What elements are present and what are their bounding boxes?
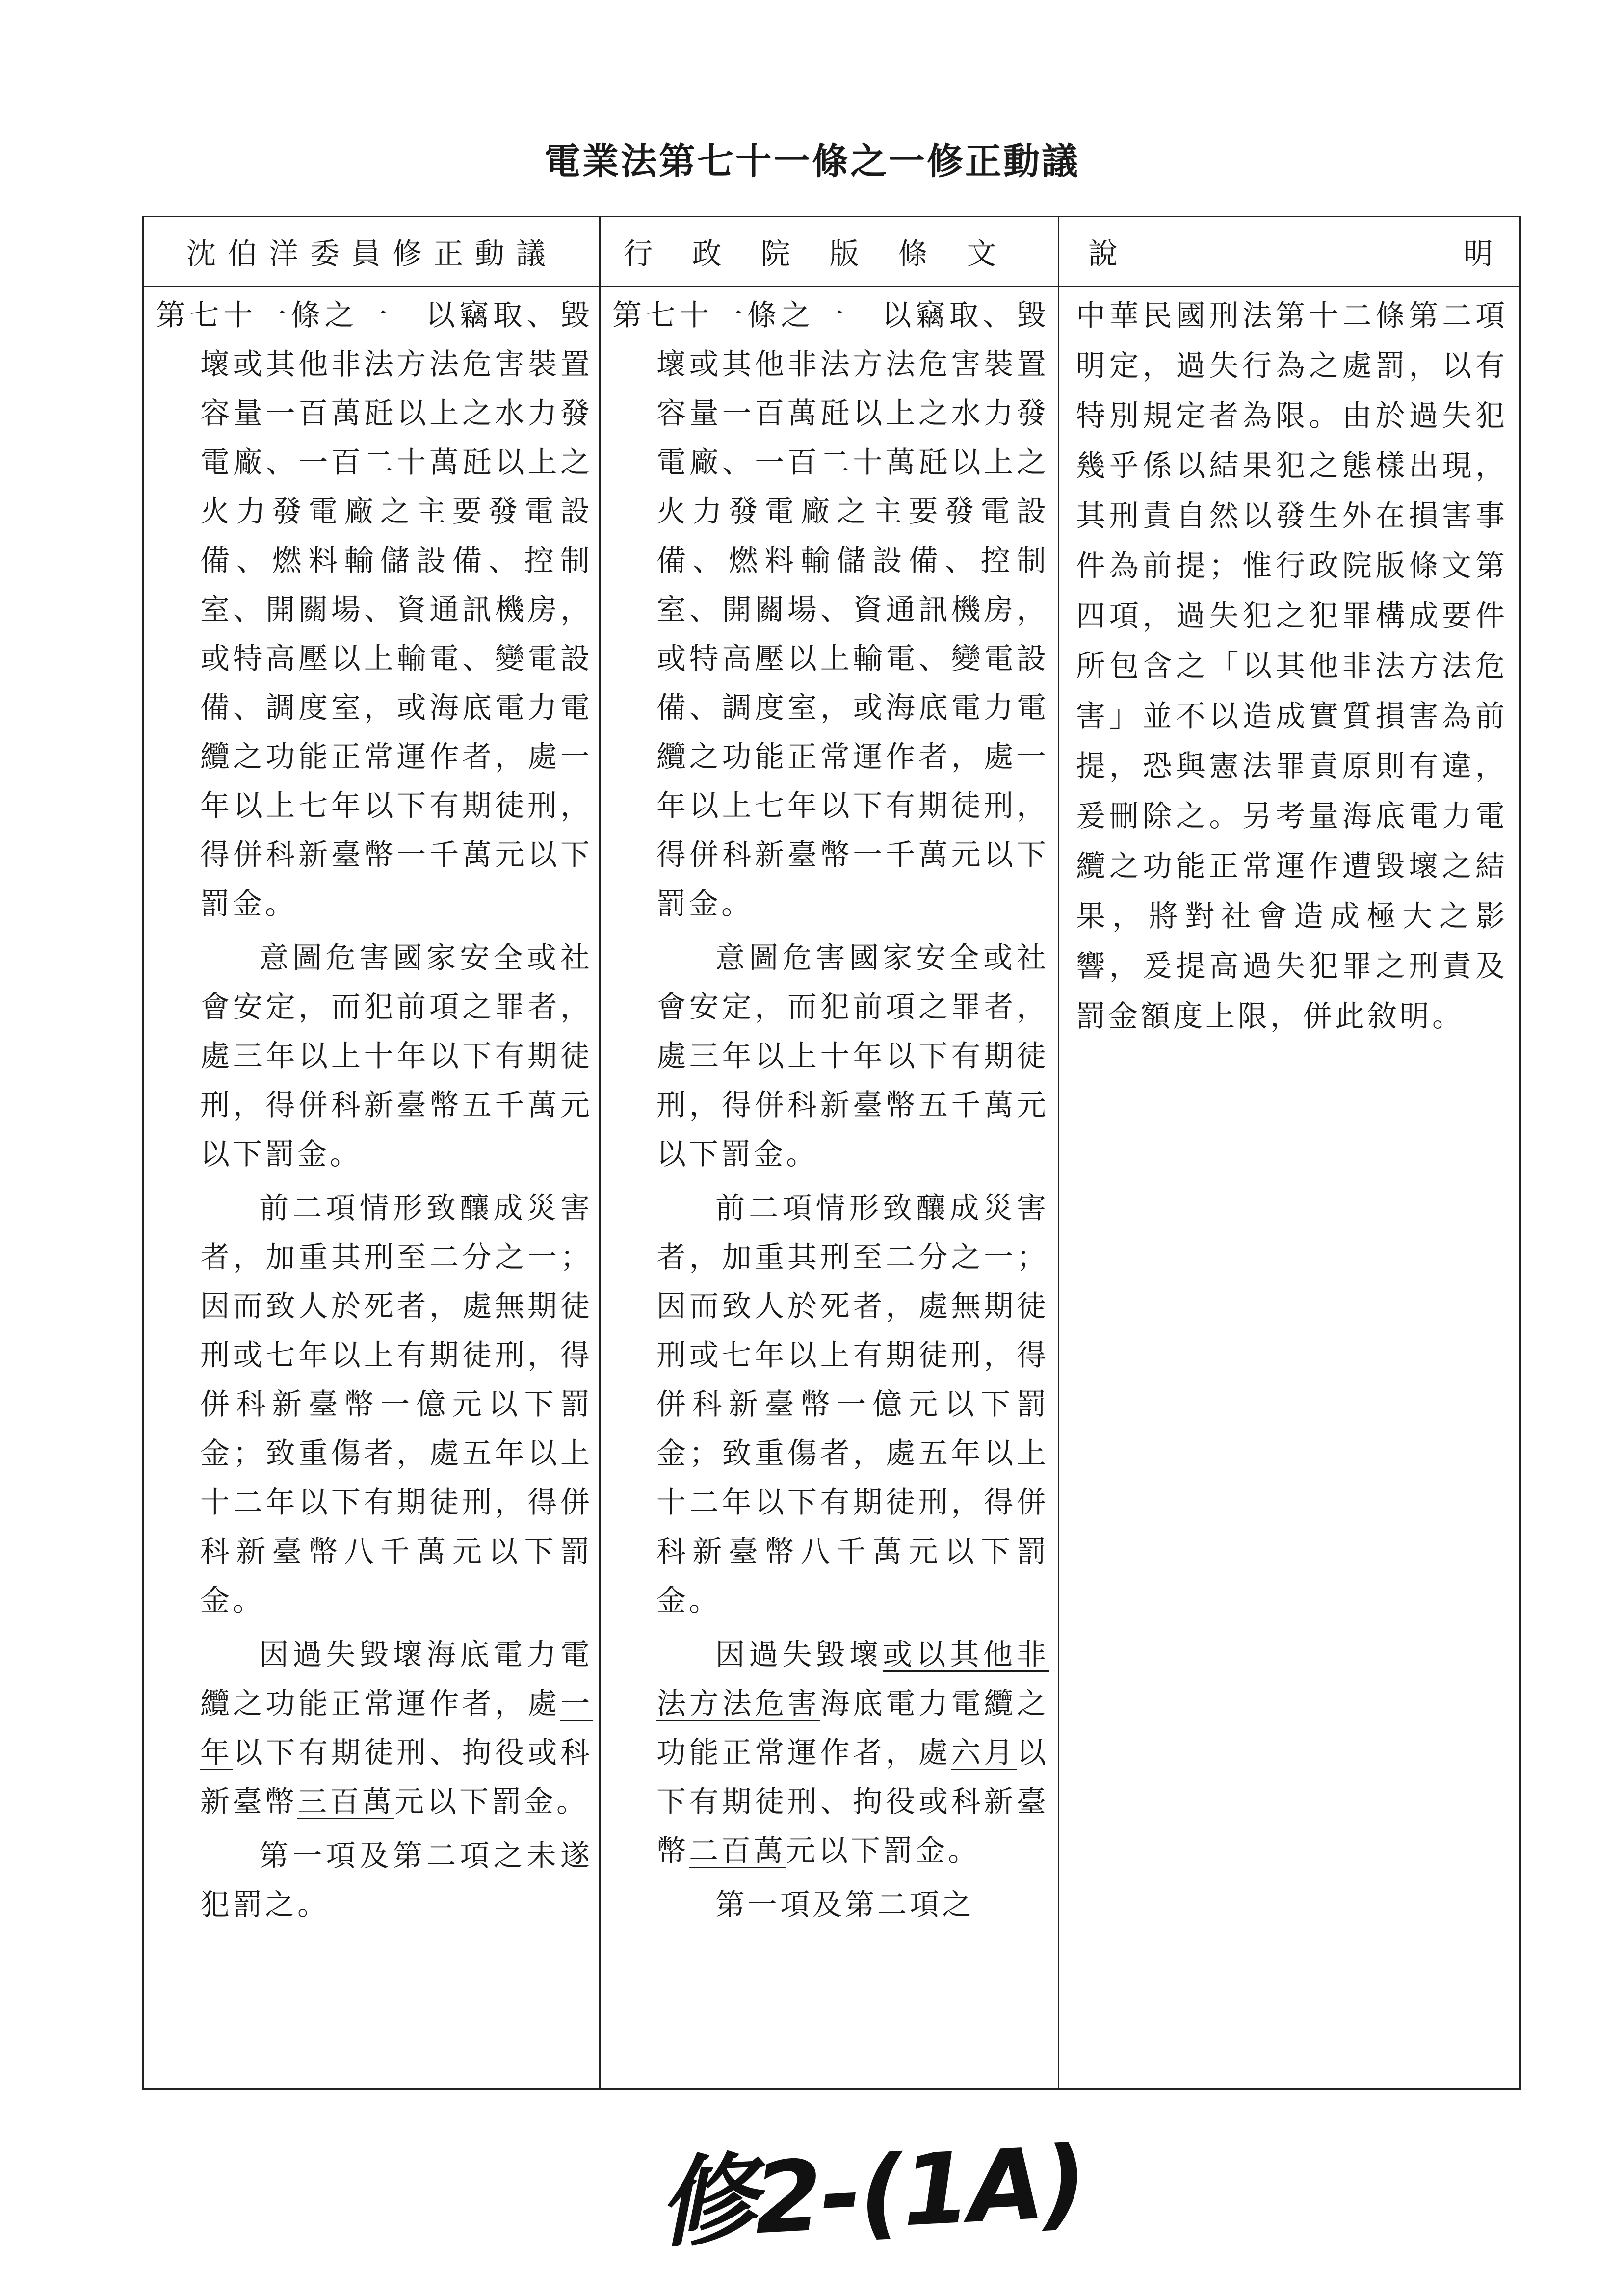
executive-p4-underline-2: 六月 [951,1736,1017,1770]
header-explanation [1059,217,1522,286]
executive-p4-d: 元以下罰金。 [786,1834,980,1868]
executive-paragraph-2: 意圖危害國家安全或社會安定，而犯前項之罪者，處三年以上十年以下有期徒刑，得併科新臺幣五千萬元以下罰金。 [656,941,1049,1172]
executive-paragraph-5: 第一項及第二項之 [715,1888,974,1922]
explanation-column [1076,291,1508,1042]
column-divider [599,217,601,2088]
amendment-paragraph-4 [156,1630,593,1826]
executive-p4-c: 以下有期徒刑、拘役或科新臺幣 [656,1736,1049,1868]
header-divider [144,286,1519,287]
amendment-paragraph-3: 前二項情形致釀成災害者，加重其刑至二分之一；因而致人於死者，處無期徒刑或七年以上有期徒刑，得併科新臺幣一億元以下罰金；致重傷者，處五年以上十二年以下有期徒刑，得併科新臺幣八千萬元以下罰金。 [200,1191,593,1618]
executive-paragraph-3: 前二項情形致釀成災害者，加重其刑至二分之一；因而致人於死者，處無期徒刑或七年以上有期徒刑，得併科新臺幣一億元以下罰金；致重傷者，處五年以上十二年以下有期徒刑，得併科新臺幣八千萬元以下罰金。 [656,1191,1049,1618]
amendment-paragraph-2: 意圖危害國家安全或社會安定，而犯前項之罪者，處三年以上十年以下有期徒刑，得併科新臺幣五千萬元以下罰金。 [200,941,593,1172]
comparison-table [142,216,1521,2090]
amendment-p4-a: 因過失毀壞海底電力電纜之功能正常運作者，處 [200,1638,593,1721]
column-divider [1058,217,1059,2088]
amendment-paragraph-1: 第七十一條之一 以竊取、毀壞或其他非法方法危害裝置容量一百萬瓩以上之水力發電廠、一百二十萬瓩以上之火力發電廠之主要發電設備、燃料輸儲設備、控制室、開關場、資通訊機房，或特高壓以上輸電、變電設備、調度室，或海底電力電纜之功能正常運作者，處一年以上七年以下有期徒刑，得併科新臺幣一千萬元以下罰金。 [156,298,593,921]
executive-p4-a: 因過失毀壞 [715,1638,883,1672]
explanation-text: 中華民國刑法第十二條第二項明定，過失行為之處罰，以有特別規定者為限。由於過失犯幾乎係以結果犯之態樣出現，其刑責自然以發生外在損害事件為前提；惟行政院版條文第四項，過失犯之犯罪構成要件所包含之「以其他非法方法危害」並不以造成實質損害為前提，恐與憲法罪責原則有違，爰刪除之。另考量海底電力電纜之功能正常運作遭毀壞之結果，將對社會造成極大之影響，爰提高過失犯罪之刑責及罰金額度上限，併此敘明。 [1076,299,1508,1034]
amendment-p4-c: 元以下罰金。 [394,1785,589,1819]
header-explanation-b: 明 [1464,237,1493,271]
document-title: 電業法第七十一條之一修正動議 [544,140,1080,183]
amendment-p4-underline-2: 三百萬 [297,1785,394,1819]
amendment-paragraph-5: 第一項及第二項之未遂犯罰之。 [200,1839,593,1922]
executive-column [612,291,1049,1934]
amendment-p4-b: 以下有期徒刑、拘役或科新臺幣 [200,1736,593,1819]
executive-p4-underline-1: 或以其他非法方法危害 [656,1638,1049,1721]
executive-p4-b: 海底電力電纜之功能正常運作者，處 [656,1687,1049,1770]
page-mark: 修2-(1A) [655,2125,1088,2262]
executive-paragraph-4 [612,1630,1049,1876]
amendment-p4-underline-1: 一年 [200,1687,593,1770]
executive-p4-underline-3: 二百萬 [689,1834,786,1868]
header-amendment: 沈伯洋委員修正動議 [186,237,557,271]
header-executive-version: 行政院版條文 [623,237,1036,271]
executive-paragraph-1: 第七十一條之一 以竊取、毀壞或其他非法方法危害裝置容量一百萬瓩以上之水力發電廠、一百二十萬瓩以上之火力發電廠之主要發電設備、燃料輸儲設備、控制室、開關場、資通訊機房，或特高壓以上輸電、變電設備、調度室，或海底電力電纜之功能正常運作者，處一年以上七年以下有期徒刑，得併科新臺幣一千萬元以下罰金。 [612,298,1049,921]
amendment-column [156,291,593,1934]
header-explanation-a: 說 [1088,237,1118,271]
